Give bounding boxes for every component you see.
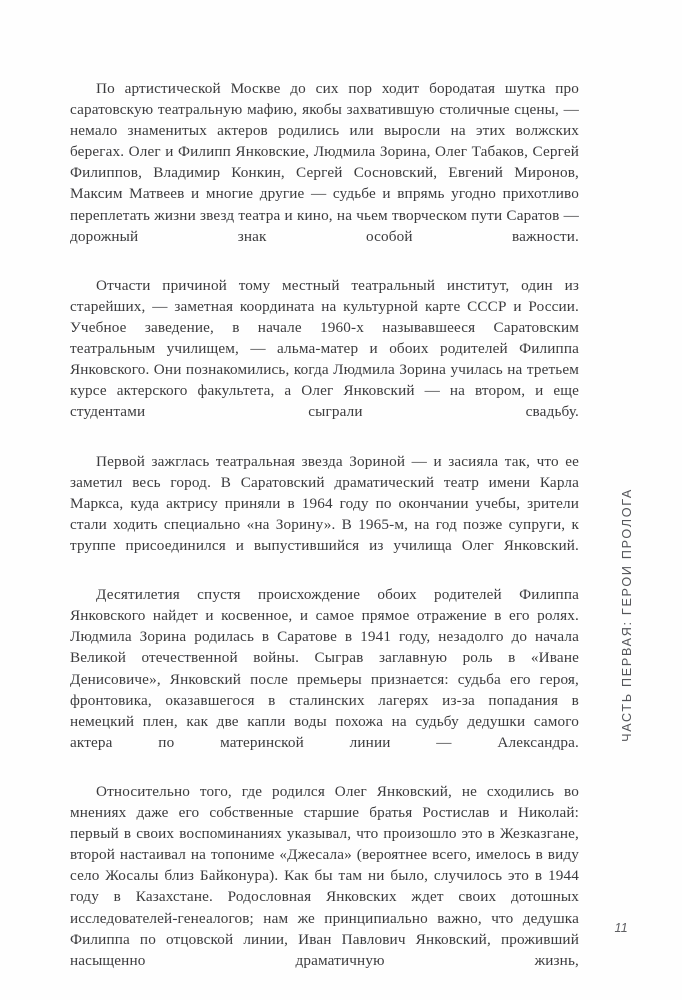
paragraph: Относительно того, где родился Олег Янковский, не сходились во мнениях даже его собственные старшие братья Ростислав и Николай: первый в своих воспоминаниях указывал, что произошло это в Жезказгане, второй настаивал на топониме «Джесала» (вероятнее всего, имелось в виду село Жосалы близ Байконура). Как бы там ни было, случилось это в 1944 году в Казахстане. Родословная Янковских ждет своих дотошных исследователей-генеалогов; нам же принципиально важно, что дедушка Филиппа по отцовской линии, Иван Павлович Янковский, проживший насыщенно драматичную жизнь, (70, 783, 579, 969)
running-head: ЧАСТЬ ПЕРВАЯ: ГЕРОИ ПРОЛОГА (620, 488, 635, 742)
body-text-column (70, 78, 579, 992)
paragraph: Отчасти причиной тому местный театральный институт, один из старейших, — заметная координата на культурной карте СССР и России. Учебное заведение, в начале 1960-х называвшееся Саратовским театральным училищем, — альма-матер и обоих родителей Филиппа Янковского. Они познакомились, когда Людмила Зорина училась на третьем курсе актерского факультета, а Олег Янковский — на втором, и еще студентами сыграли свадьбу. (70, 276, 579, 421)
page-number: 11 (614, 921, 628, 935)
paragraph: По артистической Москве до сих пор ходит бородатая шутка про саратовскую театральную мафию, якобы захватившую столичные сцены, — немало знаменитых актеров родились или выросли на этих волжских берегах. Олег и Филипп Янковские, Людмила Зорина, Олег Табаков, Сергей Филиппов, Владимир Конкин, Сергей Сосновский, Евгений Миронов, Максим Матвеев и многие другие — судьбе и впрямь угодно прихотливо переплетать жизни звезд театра и кино, на чьем творческом пути Саратов — дорожный знак особой важности. (70, 80, 579, 245)
paragraph: Десятилетия спустя происхождение обоих родителей Филиппа Янковского найдет и косвенное, и самое прямое отражение в его ролях. Людмила Зорина родилась в Саратове в 1941 году, незадолго до начала Великой отечественной войны. Сыграв заглавную роль в «Иване Денисовиче», Янковский после премьеры признается: судьба его героя, фронтовика, оказавшегося в сталинских лагерях из-за попадания в немецкий плен, как две капли воды похожа на судьбу дедушки самого актера по материнской линии — Александра. (70, 586, 579, 751)
paragraph: Первой зажглась театральная звезда Зориной — и засияла так, что ее заметил весь город. В Саратовский драматический театр имени Карла Маркса, куда актрису приняли в 1964 году по окончании учебы, зрители стали ходить специально «на Зорину». В 1965-м, на год позже супруги, к труппе присоединился и выпустившийся из училища Олег Янковский. (70, 452, 579, 554)
